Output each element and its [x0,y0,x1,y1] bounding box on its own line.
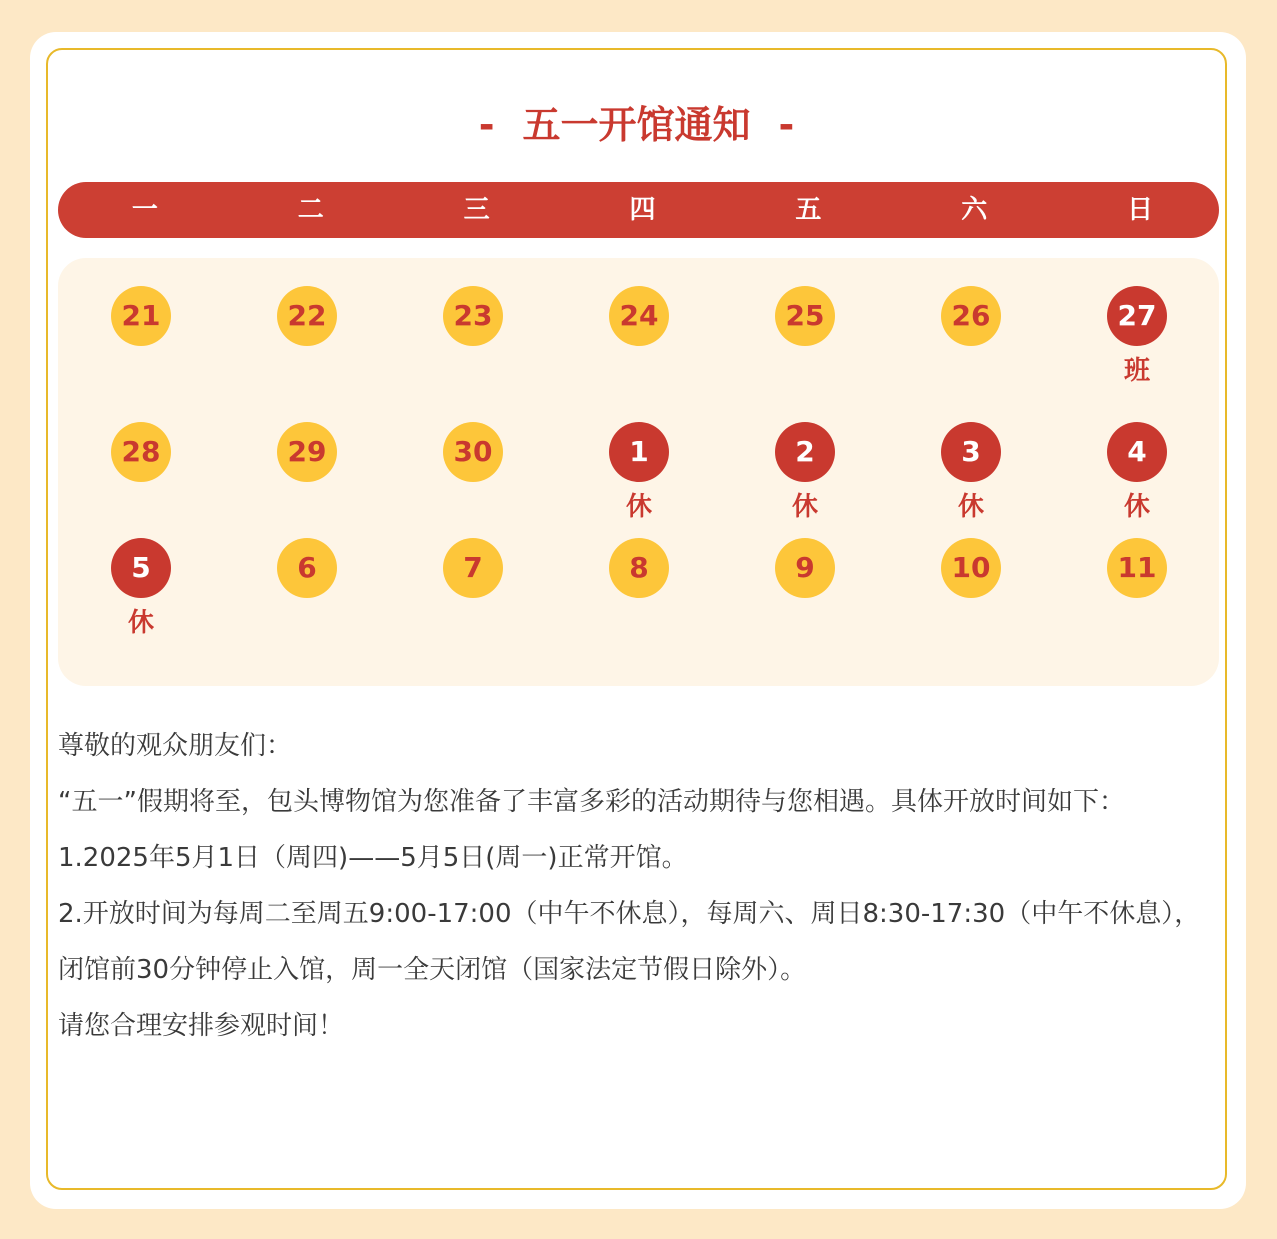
notice-item-2: 2.开放时间为每周二至周五9:00-17:00（中午不休息），每周六、周日8:30-17:30（中午不休息），闭馆前30分钟停止入馆，周一全天闭馆（国家法定节假日除外）。 [58,899,1201,985]
day-number: 30 [443,422,503,482]
weekday-wed: 三 [463,195,490,225]
calendar-day [888,286,1054,406]
card-outer [30,32,1246,1209]
day-status-mark: 休 [957,492,984,522]
calendar-day [390,538,556,658]
calendar-day [1054,422,1220,542]
weekday-mon: 一 [131,195,158,225]
calendar-day [888,422,1054,542]
day-number: 21 [111,286,171,346]
day-status-mark: 休 [1123,492,1150,522]
day-number: 2 [775,422,835,482]
calendar-day [722,422,888,542]
day-number: 22 [277,286,337,346]
calendar-day [888,538,1054,658]
calendar-day [722,286,888,406]
card-inner [46,48,1227,1190]
weekday-tue: 二 [297,195,324,225]
title-dash-right: - [778,103,795,147]
title-dash-left: - [478,103,495,147]
day-number: 8 [609,538,669,598]
calendar-day [224,286,390,406]
calendar-day [556,538,722,658]
calendar-day [224,538,390,658]
weekday-header [58,182,1219,238]
calendar-day [390,286,556,406]
notice-closing: 请您合理安排参观时间！ [58,1011,345,1041]
calendar-day [556,422,722,542]
day-number: 1 [609,422,669,482]
weekday-sun: 日 [1127,195,1154,225]
notice-item-1: 1.2025年5月1日（周四)——5月5日(周一)正常开馆。 [58,843,688,873]
calendar-day [224,422,390,542]
calendar-day [556,286,722,406]
day-status-mark: 休 [791,492,818,522]
notice-greeting: 尊敬的观众朋友们： [58,731,293,761]
calendar-day [1054,286,1220,406]
day-number: 4 [1107,422,1167,482]
calendar-day [58,286,224,406]
calendar-day [722,538,888,658]
calendar-day [390,422,556,542]
calendar-day [58,538,224,658]
day-number: 26 [941,286,1001,346]
day-number: 7 [443,538,503,598]
day-status-mark: 休 [127,608,154,638]
weekday-sat: 六 [961,195,988,225]
notice-body [58,718,1223,1054]
day-number: 25 [775,286,835,346]
weekday-thu: 四 [629,195,656,225]
day-number: 11 [1107,538,1167,598]
day-number: 28 [111,422,171,482]
day-number: 24 [609,286,669,346]
weekday-fri: 五 [795,195,822,225]
day-status-mark: 休 [625,492,652,522]
day-number: 10 [941,538,1001,598]
day-number: 27 [1107,286,1167,346]
day-number: 3 [941,422,1001,482]
day-number: 6 [277,538,337,598]
notice-intro: “五一”假期将至，包头博物馆为您准备了丰富多彩的活动期待与您相遇。具体开放时间如下： [58,787,1125,817]
calendar-day [58,422,224,542]
calendar-day [1054,538,1220,658]
day-number: 5 [111,538,171,598]
day-number: 23 [443,286,503,346]
calendar-grid [58,258,1219,686]
day-number: 29 [277,422,337,482]
page-title [48,100,1225,150]
title-text: 五一开馆通知 [522,103,751,147]
day-number: 9 [775,538,835,598]
day-status-mark: 班 [1123,356,1150,386]
